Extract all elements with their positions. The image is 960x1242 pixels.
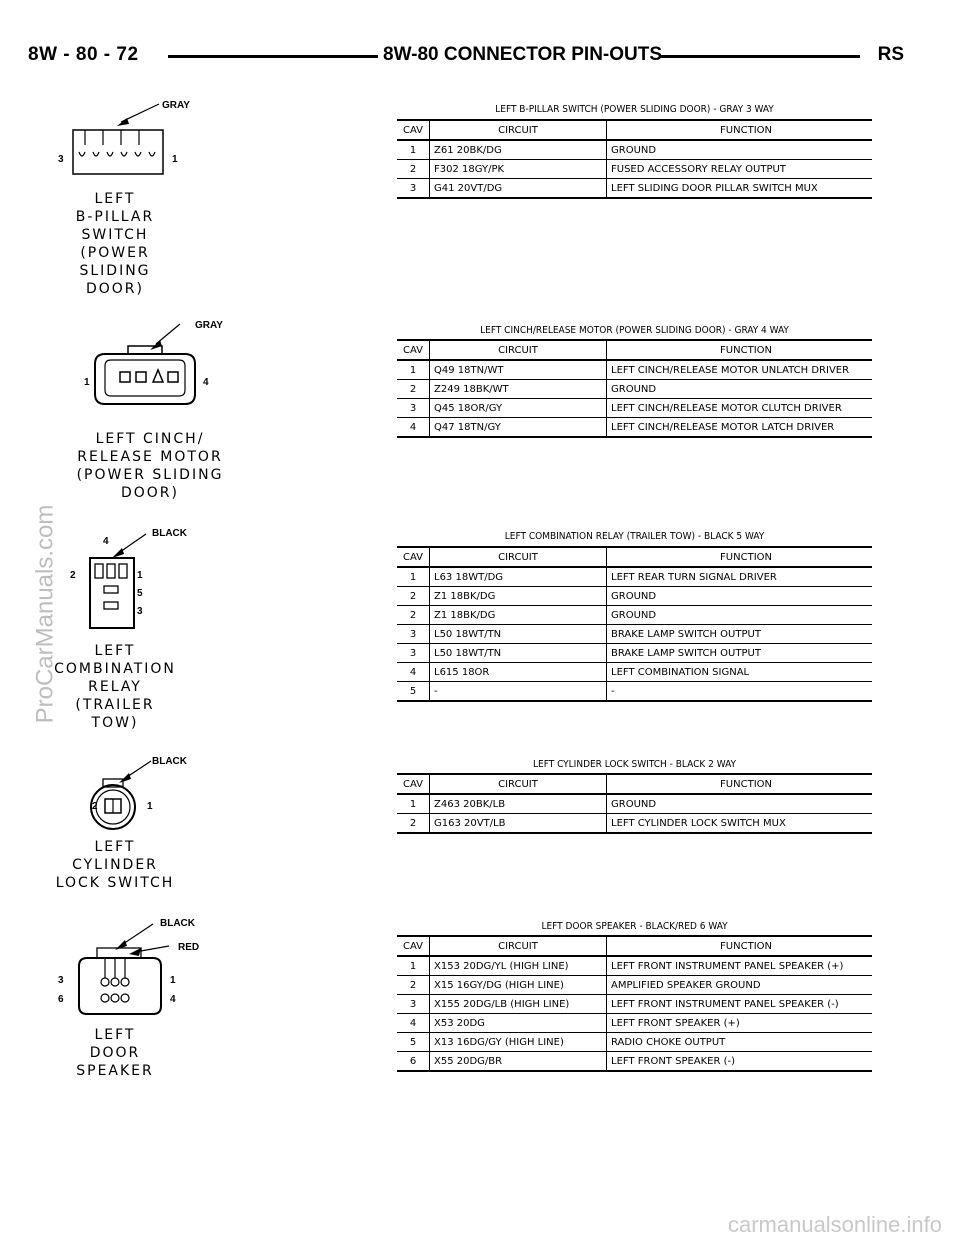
cell-circuit: Z61 20BK/DG xyxy=(430,140,607,160)
page-number: 8W - 80 - 72 xyxy=(28,44,139,65)
cell-function: RADIO CHOKE OUTPUT xyxy=(607,1033,873,1052)
table-row xyxy=(397,976,872,995)
speaker-pin-6: 6 xyxy=(58,994,64,1005)
cell-function: GROUND xyxy=(607,794,873,814)
cell-function: AMPLIFIED SPEAKER GROUND xyxy=(607,976,873,995)
cell-cav: 3 xyxy=(397,644,430,663)
cell-cav: 1 xyxy=(397,567,430,587)
cinch-color-label: GRAY xyxy=(195,320,223,331)
cell-function: LEFT FRONT INSTRUMENT PANEL SPEAKER (+) xyxy=(607,956,873,976)
cell-circuit: Q47 18TN/GY xyxy=(430,418,607,438)
relay-pin-2: 2 xyxy=(70,570,76,581)
table-row xyxy=(397,179,872,199)
cell-circuit: G41 20VT/DG xyxy=(430,179,607,199)
label-line: LEFT CINCH/ xyxy=(95,431,205,447)
b-pillar-connector-label xyxy=(50,190,180,298)
door-speaker-connector-drawing xyxy=(65,918,195,1028)
col-circuit: CIRCUIT xyxy=(430,120,607,140)
table-row xyxy=(397,995,872,1014)
cell-circuit: L615 18OR xyxy=(430,663,607,682)
label-line: B-PILLAR xyxy=(75,209,155,225)
col-function: FUNCTION xyxy=(607,547,873,567)
cell-cav: 2 xyxy=(397,976,430,995)
header-rule-right xyxy=(660,55,860,58)
cell-cav: 2 xyxy=(397,587,430,606)
label-line: DOOR xyxy=(89,1045,141,1061)
speaker-connector-label xyxy=(50,1026,180,1080)
table-row xyxy=(397,418,872,438)
cell-cav: 1 xyxy=(397,956,430,976)
col-cav: CAV xyxy=(397,340,430,360)
cell-function: BRAKE LAMP SWITCH OUTPUT xyxy=(607,644,873,663)
cell-function: LEFT COMBINATION SIGNAL xyxy=(607,663,873,682)
side-watermark: ProCarManuals.com xyxy=(31,504,59,724)
col-circuit: CIRCUIT xyxy=(430,936,607,956)
cell-function: LEFT REAR TURN SIGNAL DRIVER xyxy=(607,567,873,587)
table-title-lock: LEFT CYLINDER LOCK SWITCH - BLACK 2 WAY xyxy=(533,759,736,770)
table-row xyxy=(397,625,872,644)
table-row xyxy=(397,380,872,399)
label-line: LEFT CYLINDER xyxy=(72,839,158,873)
cell-circuit: Q45 18OR/GY xyxy=(430,399,607,418)
label-line: RELAY xyxy=(88,679,142,695)
cell-function: GROUND xyxy=(607,380,873,399)
b-pillar-pin-3: 3 xyxy=(58,154,64,165)
label-line: (TRAILER TOW) xyxy=(75,697,155,731)
cell-function: LEFT FRONT SPEAKER (-) xyxy=(607,1052,873,1072)
table-relay xyxy=(397,546,872,702)
cell-circuit: Z249 18BK/WT xyxy=(430,380,607,399)
cell-circuit: X53 20DG xyxy=(430,1014,607,1033)
table-row xyxy=(397,794,872,814)
cell-circuit: Z463 20BK/LB xyxy=(430,794,607,814)
label-line: (POWER SLIDING DOOR) xyxy=(76,467,224,501)
cell-cav: 4 xyxy=(397,663,430,682)
cell-function: LEFT CYLINDER LOCK SWITCH MUX xyxy=(607,814,873,834)
footer-watermark: carmanualsonline.info xyxy=(727,1212,942,1237)
cell-circuit: L50 18WT/TN xyxy=(430,644,607,663)
cinch-pin-4: 4 xyxy=(203,377,209,388)
table-header-row xyxy=(397,547,872,567)
label-line: RELEASE MOTOR xyxy=(77,449,223,465)
cell-circuit: G163 20VT/LB xyxy=(430,814,607,834)
cell-function: LEFT CINCH/RELEASE MOTOR CLUTCH DRIVER xyxy=(607,399,873,418)
cell-cav: 4 xyxy=(397,1014,430,1033)
cell-cav: 4 xyxy=(397,418,430,438)
cell-circuit: - xyxy=(430,682,607,702)
lock-color-label: BLACK xyxy=(152,756,187,767)
cell-circuit: F302 18GY/PK xyxy=(430,160,607,179)
cell-function: GROUND xyxy=(607,140,873,160)
table-row xyxy=(397,682,872,702)
page-title: 8W-80 CONNECTOR PIN-OUTS xyxy=(383,44,663,65)
cell-circuit: X155 20DG/LB (HIGH LINE) xyxy=(430,995,607,1014)
cinch-pin-1: 1 xyxy=(84,377,90,388)
cell-circuit: X55 20DG/BR xyxy=(430,1052,607,1072)
relay-pin-4: 4 xyxy=(103,536,109,547)
col-cav: CAV xyxy=(397,547,430,567)
cell-function: LEFT CINCH/RELEASE MOTOR UNLATCH DRIVER xyxy=(607,360,873,380)
label-line: LEFT xyxy=(94,1027,136,1043)
cell-circuit: X153 20DG/YL (HIGH LINE) xyxy=(430,956,607,976)
col-circuit: CIRCUIT xyxy=(430,340,607,360)
combination-relay-connector-drawing xyxy=(80,528,190,638)
table-lock xyxy=(397,773,872,834)
label-line: SLIDING DOOR) xyxy=(79,263,151,297)
label-line: LOCK SWITCH xyxy=(55,875,175,891)
cell-function: LEFT SLIDING DOOR PILLAR SWITCH MUX xyxy=(607,179,873,199)
table-row xyxy=(397,644,872,663)
label-line: LEFT xyxy=(94,643,136,659)
relay-pin-3: 3 xyxy=(137,606,143,617)
table-row xyxy=(397,160,872,179)
speaker-pin-4: 4 xyxy=(170,994,176,1005)
page-header xyxy=(28,44,904,74)
table-row xyxy=(397,1052,872,1072)
cell-cav: 3 xyxy=(397,995,430,1014)
cell-circuit: Q49 18TN/WT xyxy=(430,360,607,380)
speaker-pin-1: 1 xyxy=(170,975,176,986)
cell-cav: 2 xyxy=(397,606,430,625)
table-row xyxy=(397,1033,872,1052)
table-header-row xyxy=(397,936,872,956)
cell-function: LEFT FRONT INSTRUMENT PANEL SPEAKER (-) xyxy=(607,995,873,1014)
table-row xyxy=(397,587,872,606)
cell-cav: 2 xyxy=(397,380,430,399)
relay-color-label: BLACK xyxy=(152,528,187,539)
label-line: COMBINATION xyxy=(54,661,176,677)
cell-function: LEFT CINCH/RELEASE MOTOR LATCH DRIVER xyxy=(607,418,873,438)
table-row xyxy=(397,140,872,160)
label-line: SPEAKER xyxy=(76,1063,154,1079)
table-row xyxy=(397,399,872,418)
cell-cav: 5 xyxy=(397,1033,430,1052)
table-b-pillar xyxy=(397,119,872,199)
relay-connector-label xyxy=(50,642,180,732)
col-cav: CAV xyxy=(397,120,430,140)
speaker-pin-3: 3 xyxy=(58,975,64,986)
table-speaker xyxy=(397,935,872,1072)
col-function: FUNCTION xyxy=(607,936,873,956)
table-header-row xyxy=(397,774,872,794)
b-pillar-pin-1: 1 xyxy=(172,154,178,165)
cinch-connector-label xyxy=(50,430,250,502)
table-cinch xyxy=(397,339,872,438)
cell-circuit: L63 18WT/DG xyxy=(430,567,607,587)
table-title-cinch: LEFT CINCH/RELEASE MOTOR (POWER SLIDING DOOR) - GRAY 4 WAY xyxy=(480,325,789,336)
col-function: FUNCTION xyxy=(607,120,873,140)
table-title-relay: LEFT COMBINATION RELAY (TRAILER TOW) - BLACK 5 WAY xyxy=(504,531,765,542)
cell-cav: 3 xyxy=(397,179,430,199)
cell-cav: 5 xyxy=(397,682,430,702)
b-pillar-color-label: GRAY xyxy=(162,100,190,111)
table-title-b-pillar: LEFT B-PILLAR SWITCH (POWER SLIDING DOOR) - GRAY 3 WAY xyxy=(495,104,774,115)
cell-function: FUSED ACCESSORY RELAY OUTPUT xyxy=(607,160,873,179)
cell-function: GROUND xyxy=(607,587,873,606)
col-circuit: CIRCUIT xyxy=(430,774,607,794)
b-pillar-connector-drawing xyxy=(55,100,205,190)
col-function: FUNCTION xyxy=(607,340,873,360)
lock-connector-label xyxy=(50,838,180,892)
cell-function: LEFT FRONT SPEAKER (+) xyxy=(607,1014,873,1033)
col-cav: CAV xyxy=(397,774,430,794)
table-title-speaker: LEFT DOOR SPEAKER - BLACK/RED 6 WAY xyxy=(541,921,728,932)
table-row xyxy=(397,567,872,587)
cell-cav: 6 xyxy=(397,1052,430,1072)
speaker-color-label: BLACK xyxy=(160,918,195,929)
cinch-motor-connector-drawing xyxy=(80,320,220,420)
label-line: LEFT xyxy=(94,191,136,207)
lock-pin-1: 1 xyxy=(147,801,153,812)
table-header-row xyxy=(397,340,872,360)
cell-function: GROUND xyxy=(607,606,873,625)
cell-cav: 1 xyxy=(397,794,430,814)
cell-circuit: L50 18WT/TN xyxy=(430,625,607,644)
cell-cav: 2 xyxy=(397,160,430,179)
cell-circuit: X15 16GY/DG (HIGH LINE) xyxy=(430,976,607,995)
table-header-row xyxy=(397,120,872,140)
table-row xyxy=(397,1014,872,1033)
cell-circuit: Z1 18BK/DG xyxy=(430,606,607,625)
table-row xyxy=(397,814,872,834)
table-row xyxy=(397,360,872,380)
col-function: FUNCTION xyxy=(607,774,873,794)
speaker-color2-label: RED xyxy=(178,942,200,953)
table-row xyxy=(397,606,872,625)
col-cav: CAV xyxy=(397,936,430,956)
cell-cav: 1 xyxy=(397,140,430,160)
cylinder-lock-connector-drawing xyxy=(75,755,185,835)
cell-circuit: X13 16DG/GY (HIGH LINE) xyxy=(430,1033,607,1052)
cell-function: - xyxy=(607,682,873,702)
relay-pin-1: 1 xyxy=(137,570,143,581)
cell-cav: 3 xyxy=(397,625,430,644)
relay-pin-5: 5 xyxy=(137,588,143,599)
label-line: (POWER xyxy=(80,245,150,261)
model-code: RS xyxy=(877,44,904,65)
cell-cav: 2 xyxy=(397,814,430,834)
cell-function: BRAKE LAMP SWITCH OUTPUT xyxy=(607,625,873,644)
table-row xyxy=(397,663,872,682)
col-circuit: CIRCUIT xyxy=(430,547,607,567)
header-rule-left xyxy=(168,55,378,58)
cell-cav: 3 xyxy=(397,399,430,418)
cell-cav: 1 xyxy=(397,360,430,380)
label-line: SWITCH xyxy=(81,227,149,243)
cell-circuit: Z1 18BK/DG xyxy=(430,587,607,606)
table-row xyxy=(397,956,872,976)
lock-pin-2: 2 xyxy=(92,801,98,812)
